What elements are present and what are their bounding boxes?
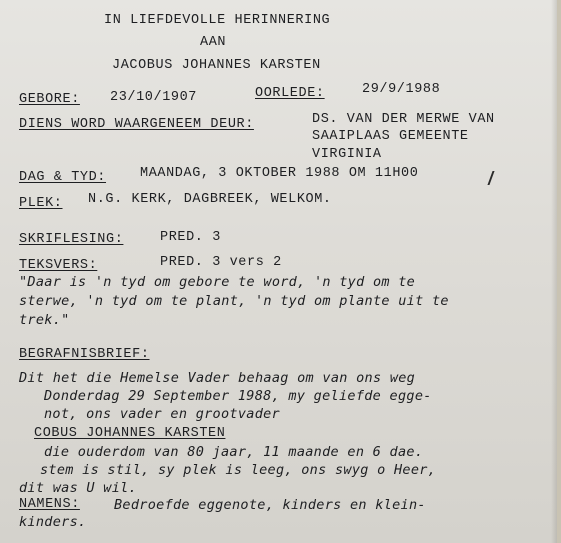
verse-text-line-3: trek." bbox=[19, 312, 70, 328]
names-line-2: kinders. bbox=[19, 514, 87, 530]
pen-mark bbox=[481, 171, 494, 185]
deceased-name: JACOBUS JOHANNES KARSTEN bbox=[112, 58, 321, 73]
letter-name: COBUS JOHANNES KARSTEN bbox=[34, 426, 226, 441]
verse-label: TEKSVERS: bbox=[19, 258, 98, 273]
verse-reference: PRED. 3 vers 2 bbox=[160, 255, 282, 270]
place-value: N.G. KERK, DAGBREEK, WELKOM. bbox=[88, 192, 332, 207]
time-label: DAG & TYD: bbox=[19, 170, 107, 185]
letter-line-7: dit was U wil. bbox=[19, 480, 137, 496]
paper-edge bbox=[557, 0, 561, 543]
names-label: NAMENS: bbox=[19, 497, 80, 512]
born-date: 23/10/1907 bbox=[110, 90, 198, 105]
verse-text-line-2: sterwe, 'n tyd om te plant, 'n tyd om plante uit te bbox=[19, 293, 449, 309]
officiant-line-1: DS. VAN DER MERWE VAN bbox=[312, 112, 495, 127]
reading-label: SKRIFLESING: bbox=[19, 232, 124, 247]
letter-label: BEGRAFNISBRIEF: bbox=[19, 347, 150, 362]
reading-value: PRED. 3 bbox=[160, 230, 221, 245]
verse-text-line-1: "Daar is 'n tyd om gebore te word, 'n tyd om te bbox=[19, 274, 416, 290]
born-label: GEBORE: bbox=[19, 92, 80, 107]
officiant-label: DIENS WORD WAARGENEEM DEUR: bbox=[19, 117, 254, 132]
died-label: OORLEDE: bbox=[255, 86, 325, 101]
heading-line-2: AAN bbox=[200, 35, 227, 50]
letter-line-1: Dit het die Hemelse Vader behaag om van ons weg bbox=[19, 370, 416, 386]
letter-line-3: not, ons vader en grootvader bbox=[44, 406, 280, 422]
letter-line-5: die ouderdom van 80 jaar, 11 maande en 6 dae. bbox=[44, 444, 424, 460]
names-line-1: Bedroefde eggenote, kinders en klein- bbox=[114, 497, 426, 513]
time-value: MAANDAG, 3 OKTOBER 1988 OM 11H00 bbox=[140, 166, 419, 181]
heading-line-1: IN LIEFDEVOLLE HERINNERING bbox=[104, 13, 331, 28]
letter-line-6: stem is stil, sy plek is leeg, ons swyg o Heer, bbox=[40, 462, 437, 478]
letter-line-2: Donderdag 29 September 1988, my geliefde egge- bbox=[44, 388, 432, 404]
place-label: PLEK: bbox=[19, 196, 63, 211]
officiant-line-2: SAAIPLAAS GEMEENTE bbox=[312, 129, 469, 144]
officiant-line-3: VIRGINIA bbox=[312, 147, 382, 162]
died-date: 29/9/1988 bbox=[362, 82, 441, 97]
